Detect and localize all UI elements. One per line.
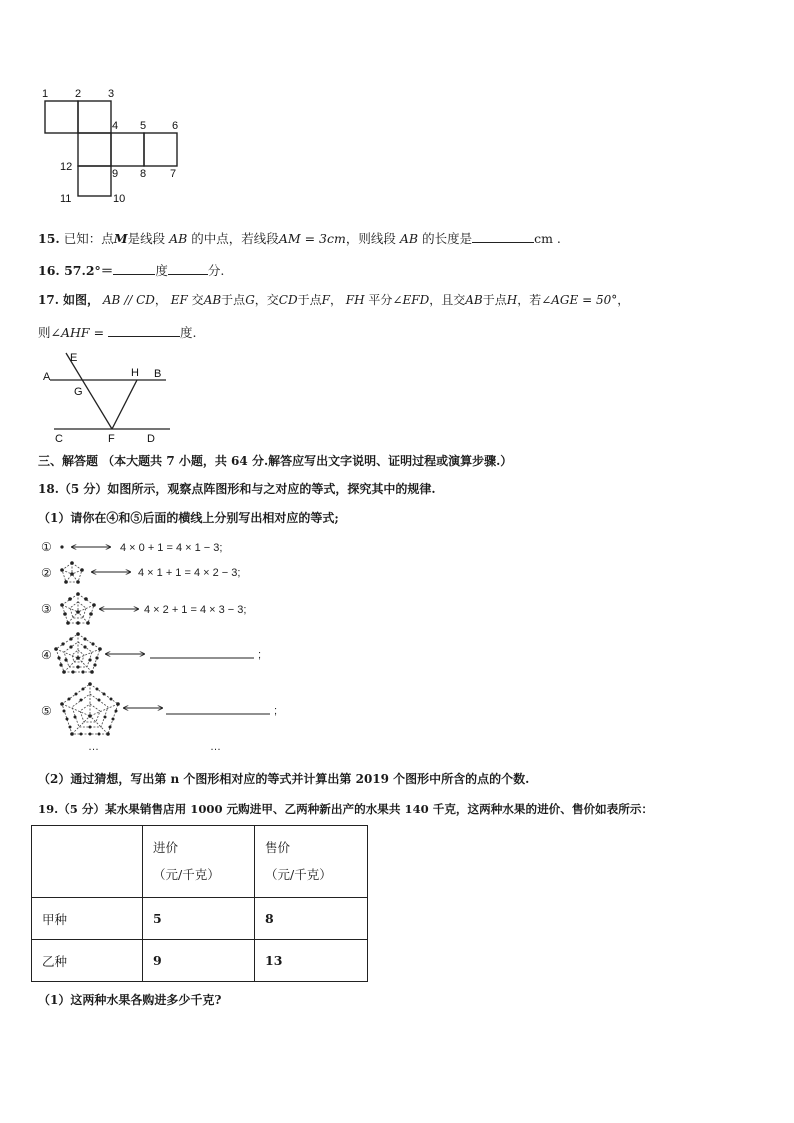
q15-text: 是线段	[127, 231, 166, 246]
q17-angle-efd: ∠EFD	[392, 293, 430, 307]
q17-text: ，且交	[429, 293, 466, 307]
q17-text: 交	[191, 293, 204, 307]
q17-geometry-figure	[40, 348, 175, 446]
q15-unit: cm .	[534, 231, 561, 246]
label-c: C	[55, 433, 63, 445]
table-row	[32, 940, 368, 982]
q16-minute-blank[interactable]	[168, 260, 208, 275]
q17-text: ，	[617, 293, 630, 307]
row-sell-cell: 8	[255, 898, 368, 940]
q16-degree-blank[interactable]	[113, 260, 155, 275]
q17-text: 于点	[297, 293, 322, 307]
table-header-sell	[255, 826, 368, 898]
question-18-part1: （1）请你在④和⑤后面的横线上分别写出相对应的等式;	[38, 511, 339, 525]
q15-answer-blank[interactable]	[472, 228, 534, 243]
q17-text: ，若	[517, 293, 542, 307]
question-17-line2	[38, 322, 197, 342]
row-buy-cell: 5	[143, 898, 255, 940]
vertex-label-6: 6	[172, 120, 179, 132]
row-5-mark: ⑤	[41, 704, 52, 718]
q16-minute-unit: 分.	[207, 263, 225, 278]
row-sell-cell: 13	[255, 940, 368, 982]
fruit-price-table	[31, 825, 368, 982]
q17-text: 于点	[482, 293, 507, 307]
q17-text: ，	[329, 293, 342, 307]
q17-line-ef: EF	[170, 293, 188, 307]
row-name-cell: 乙种	[32, 940, 143, 982]
row-4-mark: ④	[41, 648, 52, 662]
row-3-mark: ③	[41, 602, 52, 616]
q15-text: 已知：点	[63, 231, 114, 246]
q17-line-ab: AB	[465, 293, 483, 307]
row-5-semicolon: ;	[274, 705, 278, 717]
table-row	[32, 898, 368, 940]
q17-point-f: F	[321, 293, 330, 307]
q15-segment-ab: AB	[399, 231, 419, 246]
q17-parallel: AB // CD	[102, 293, 155, 307]
header-sell-unit: （元/千克）	[265, 866, 332, 882]
row-name-cell: 甲种	[32, 898, 143, 940]
label-b: B	[154, 368, 162, 380]
label-d: D	[147, 433, 155, 445]
question-18-title: 18.（5 分）如图所示，观察点阵图形和与之对应的等式，探究其中的规律.	[38, 482, 436, 496]
q17-text: ，交	[254, 293, 279, 307]
vertex-label-5: 5	[140, 120, 147, 132]
question-19-part1: （1）这两种水果各购进多少千克?	[38, 993, 222, 1007]
q15-segment-ab: AB	[169, 231, 188, 246]
vertex-label-2: 2	[75, 88, 82, 100]
question-16	[38, 260, 224, 280]
table-corner-cell	[32, 826, 143, 898]
row-1-equation: 4 × 0 + 1 = 4 × 1 − 3;	[120, 542, 223, 554]
q17-answer-blank[interactable]	[108, 322, 180, 337]
label-f: F	[108, 433, 115, 445]
vertex-label-1: 1	[42, 88, 49, 100]
question-18-part2: （2）通过猜想，写出第 n 个图形相对应的等式并计算出第 2019 个图形中所含的点的个数.	[38, 772, 530, 786]
q15-point-m: M	[113, 231, 128, 246]
ellipsis-right: …	[210, 741, 221, 753]
q17-text: 平分	[368, 293, 393, 307]
row-4-semicolon: ;	[258, 649, 262, 661]
vertex-label-4: 4	[112, 120, 119, 132]
q16-number: 16.	[38, 263, 60, 278]
row-2-mark: ②	[41, 566, 52, 580]
header-buy-label: 进价	[153, 839, 179, 855]
q17-intro: 17. 如图，	[38, 293, 100, 307]
table-header-row	[32, 826, 368, 898]
q15-text: ，则线段	[345, 231, 396, 246]
row-1-dot	[60, 545, 63, 548]
row-2-equation: 4 × 1 + 1 = 4 × 2 − 3;	[138, 567, 241, 579]
q18-dot-pattern-figure	[38, 534, 298, 756]
q17-line-cd: CD	[278, 293, 298, 307]
vertex-label-3: 3	[108, 88, 115, 100]
q17-line-fh: FH	[345, 293, 365, 307]
vertex-label-7: 7	[170, 168, 177, 180]
vertex-label-12: 12	[60, 161, 73, 173]
label-h: H	[131, 367, 139, 379]
line-fh	[112, 380, 137, 429]
q17-line-ab: AB	[203, 293, 222, 307]
header-buy-unit: （元/千克）	[153, 866, 220, 882]
ellipsis-left: …	[88, 741, 99, 753]
q15-number: 15.	[38, 231, 60, 246]
question-17-line1	[38, 291, 629, 309]
vertex-label-8: 8	[140, 168, 147, 180]
q16-expression: 57.2°＝	[64, 263, 114, 278]
vertex-label-9: 9	[112, 168, 119, 180]
question-19-title: 19.（5 分）某水果销售店用 1000 元购进甲、乙两种新出产的水果共 140 千克，这两种水果的进价、售价如表所示：	[38, 802, 654, 816]
vertex-label-10: 10	[113, 193, 126, 205]
q17-text: 则	[38, 325, 51, 340]
row-3-equation: 4 × 2 + 1 = 4 × 3 − 3;	[144, 604, 247, 616]
q17-text: 于点	[221, 293, 246, 307]
row-buy-cell: 9	[143, 940, 255, 982]
line-ef	[66, 353, 112, 429]
q15-text: 的长度是	[422, 231, 473, 246]
q17-point-h: H	[506, 293, 518, 307]
q17-angle-ahf: ∠AHF =	[50, 325, 105, 340]
q15-am-value: AM = 3cm	[278, 231, 346, 246]
row-3-pentagon	[62, 594, 94, 623]
table-header-buy	[143, 826, 255, 898]
q17-point-g: G	[245, 293, 255, 307]
row-1-mark: ①	[41, 540, 52, 554]
question-15	[38, 228, 561, 248]
q16-degree-unit: 度	[155, 263, 168, 278]
q17-text: 度.	[180, 325, 197, 340]
header-sell-label: 售价	[265, 839, 291, 855]
q15-text: 的中点，若线段	[191, 231, 279, 246]
vertex-label-11: 11	[60, 193, 72, 205]
q17-angle-age: ∠AGE = 50°	[541, 293, 618, 307]
label-g: G	[74, 386, 83, 398]
q17-text: ，	[154, 293, 167, 307]
label-a: A	[43, 371, 51, 383]
cube-net-figure	[36, 84, 196, 208]
label-e: E	[70, 352, 78, 364]
section-3-heading: 三、解答题 （本大题共 7 小题，共 64 分.解答应写出文字说明、证明过程或演算步骤.）	[38, 454, 513, 468]
